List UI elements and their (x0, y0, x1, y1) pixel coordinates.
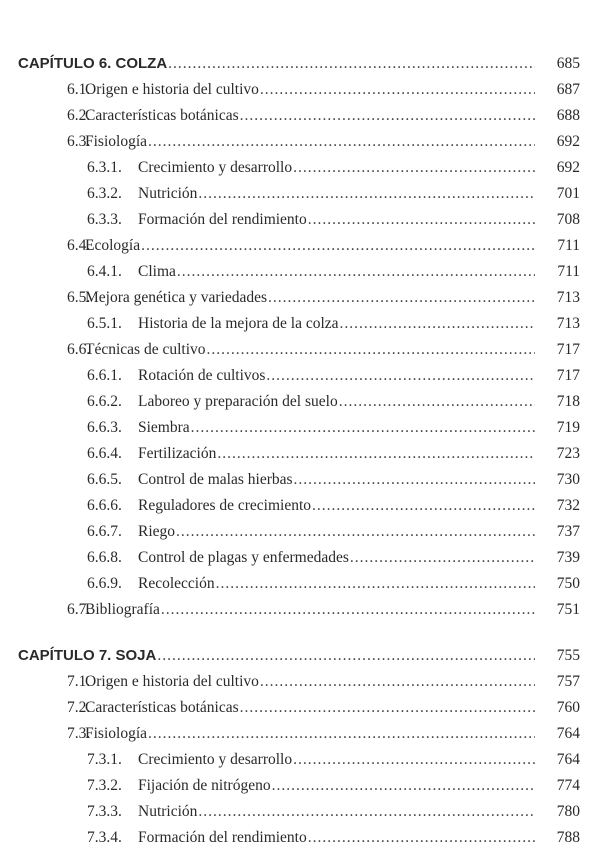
page-number: 732 (556, 497, 580, 514)
dot-leader (260, 671, 535, 693)
entry-title: Fisiología (85, 725, 148, 742)
page-number: 692 (556, 159, 580, 176)
page-number: 711 (557, 263, 580, 280)
entry-title: Riego (138, 523, 176, 540)
entry-title: Clima (138, 263, 176, 280)
section-number: 6.3.3. (87, 211, 122, 228)
page-number: 760 (556, 699, 580, 716)
page-number: 723 (556, 445, 580, 462)
entry-title: Reguladores de crecimiento (138, 497, 312, 514)
toc-entry (0, 313, 600, 335)
section-number: 7.3. (67, 725, 91, 742)
dot-leader (207, 339, 535, 361)
dot-leader (308, 827, 535, 849)
entry-title: Formación del rendimiento (138, 211, 307, 228)
toc-entry (0, 599, 600, 621)
dot-leader (350, 547, 535, 569)
toc-entry (0, 775, 600, 797)
entry-title: CAPÍTULO 7. SOJA (18, 647, 157, 664)
toc-entry (0, 183, 600, 205)
entry-title: Origen e historia del cultivo (85, 81, 259, 98)
dot-leader (217, 443, 535, 465)
toc-entry (0, 671, 600, 693)
chapter-entry (0, 645, 600, 667)
toc-entry (0, 827, 600, 849)
section-number: 6.5. (67, 289, 91, 306)
section-number: 6.3. (67, 133, 91, 150)
page-number: 737 (556, 523, 580, 540)
section-number: 6.6. (67, 341, 91, 358)
page-number: 717 (556, 367, 580, 384)
dot-leader (308, 209, 535, 231)
page-number: 719 (556, 419, 580, 436)
entry-title: Características botánicas (85, 699, 239, 716)
page-number: 713 (556, 315, 580, 332)
entry-title: Características botánicas (85, 107, 239, 124)
page-number: 718 (556, 393, 580, 410)
dot-leader (340, 313, 535, 335)
section-number: 6.2. (67, 107, 91, 124)
page-number: 717 (556, 341, 580, 358)
toc-entry (0, 547, 600, 569)
page-number: 688 (556, 107, 580, 124)
dot-leader (161, 599, 535, 621)
page-number: 708 (556, 211, 580, 228)
section-number: 6.6.7. (87, 523, 122, 540)
section-number: 6.6.5. (87, 471, 122, 488)
section-number: 7.3.1. (87, 751, 122, 768)
section-number: 7.3.4. (87, 829, 122, 846)
page-number: 730 (556, 471, 580, 488)
toc-entry (0, 131, 600, 153)
page-number: 757 (556, 673, 580, 690)
dot-leader (176, 521, 535, 543)
entry-title: Fertilización (138, 445, 217, 462)
page-number: 774 (556, 777, 580, 794)
entry-title: Nutrición (138, 185, 198, 202)
toc-entry (0, 79, 600, 101)
section-number: 6.3.2. (87, 185, 122, 202)
section-number: 6.6.1. (87, 367, 122, 384)
dot-leader (266, 365, 535, 387)
entry-title: Recolección (138, 575, 215, 592)
entry-title: Crecimiento y desarrollo (138, 159, 293, 176)
dot-leader (268, 287, 535, 309)
dot-leader (216, 573, 535, 595)
section-number: 6.6.4. (87, 445, 122, 462)
section-number: 7.3.2. (87, 777, 122, 794)
entry-title: Bibliografía (85, 601, 160, 618)
section-number: 6.1. (67, 81, 91, 98)
entry-title: Técnicas de cultivo (85, 341, 206, 358)
toc-entry (0, 365, 600, 387)
section-number: 6.6.6. (87, 497, 122, 514)
section-number: 6.6.8. (87, 549, 122, 566)
toc-entry (0, 417, 600, 439)
entry-title: Mejora genética y variedades (85, 289, 268, 306)
entry-title: Laboreo y preparación del suelo (138, 393, 338, 410)
page-number: 701 (556, 185, 580, 202)
page-number: 764 (556, 751, 580, 768)
dot-leader (260, 79, 535, 101)
entry-title: Formación del rendimiento (138, 829, 307, 846)
dot-leader (198, 183, 535, 205)
dot-leader (141, 235, 535, 257)
section-number: 6.4. (67, 237, 91, 254)
toc-entry (0, 495, 600, 517)
entry-title: Control de malas hierbas (138, 471, 293, 488)
dot-leader (294, 469, 535, 491)
dot-leader (312, 495, 535, 517)
page-number: 713 (556, 289, 580, 306)
page-number: 687 (556, 81, 580, 98)
page-number: 755 (556, 647, 580, 664)
entry-title: Control de plagas y enfermedades (138, 549, 349, 566)
entry-title: Nutrición (138, 803, 198, 820)
page-number: 751 (556, 601, 580, 618)
section-number: 6.6.3. (87, 419, 122, 436)
toc-entry (0, 521, 600, 543)
toc-entry (0, 235, 600, 257)
section-number: 6.5.1. (87, 315, 122, 332)
entry-title: Crecimiento y desarrollo (138, 751, 293, 768)
toc-entry (0, 261, 600, 283)
section-number: 6.6.2. (87, 393, 122, 410)
toc-entry (0, 339, 600, 361)
dot-leader (191, 417, 535, 439)
dot-leader (148, 723, 535, 745)
section-number: 6.7. (67, 601, 91, 618)
section-number: 6.3.1. (87, 159, 122, 176)
dot-leader (240, 105, 535, 127)
page-number: 692 (556, 133, 580, 150)
toc-entry (0, 105, 600, 127)
toc-entry (0, 157, 600, 179)
toc-entry (0, 749, 600, 771)
section-number: 7.1. (67, 673, 91, 690)
toc-entry (0, 697, 600, 719)
page-number: 711 (557, 237, 580, 254)
entry-title: Siembra (138, 419, 190, 436)
section-number: 6.4.1. (87, 263, 122, 280)
page-number: 685 (556, 55, 580, 72)
entry-title: Fijación de nitrógeno (138, 777, 271, 794)
chapter-entry (0, 53, 600, 75)
dot-leader (293, 157, 535, 179)
toc-entry (0, 723, 600, 745)
dot-leader (293, 749, 535, 771)
entry-title: Historia de la mejora de la colza (138, 315, 339, 332)
toc-entry (0, 209, 600, 231)
toc-entry (0, 801, 600, 823)
toc-entry (0, 573, 600, 595)
dot-leader (157, 645, 535, 667)
section-number: 7.2. (67, 699, 91, 716)
section-number: 7.3.3. (87, 803, 122, 820)
dot-leader (272, 775, 535, 797)
page-number: 739 (556, 549, 580, 566)
dot-leader (168, 53, 535, 75)
dot-leader (148, 131, 535, 153)
dot-leader (198, 801, 535, 823)
entry-title: Ecología (85, 237, 141, 254)
page-number: 764 (556, 725, 580, 742)
toc-entry (0, 391, 600, 413)
dot-leader (240, 697, 535, 719)
toc-entry (0, 287, 600, 309)
dot-leader (339, 391, 535, 413)
entry-title: Fisiología (85, 133, 148, 150)
toc-entry (0, 443, 600, 465)
entry-title: Rotación de cultivos (138, 367, 266, 384)
entry-title: CAPÍTULO 6. COLZA (18, 55, 168, 72)
toc-entry (0, 469, 600, 491)
entry-title: Origen e historia del cultivo (85, 673, 259, 690)
dot-leader (177, 261, 535, 283)
page-number: 788 (556, 829, 580, 846)
section-number: 6.6.9. (87, 575, 122, 592)
page-number: 750 (556, 575, 580, 592)
page-number: 780 (556, 803, 580, 820)
